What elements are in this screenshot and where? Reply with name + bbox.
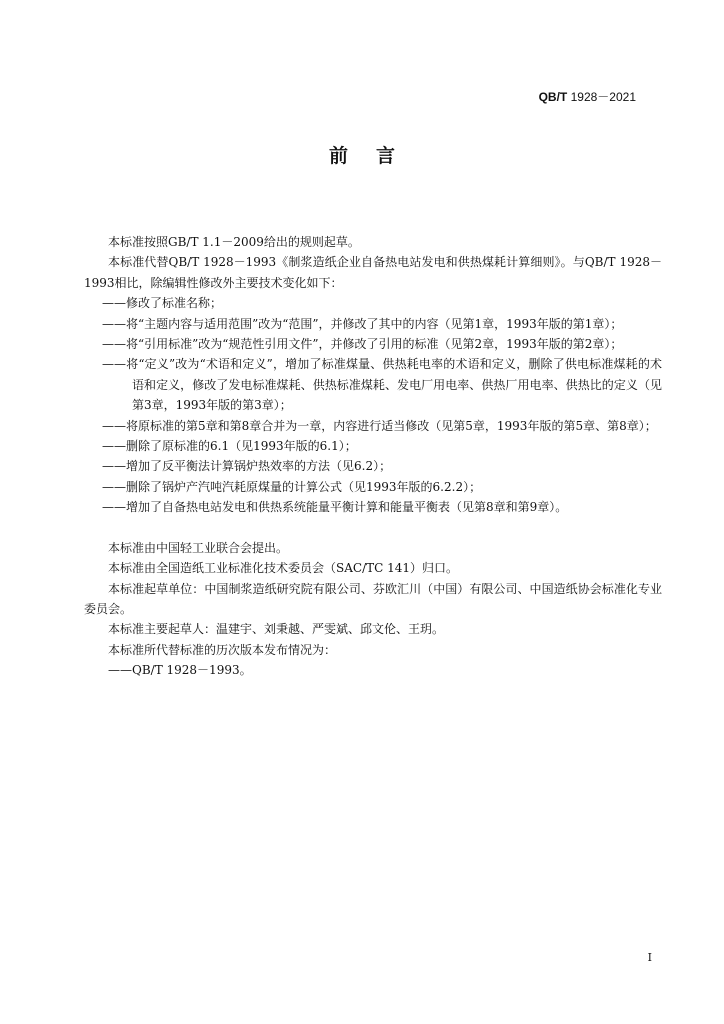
- change-item: ——删除了锅炉产汽吨汽耗原煤量的计算公式（见1993年版的6.2.2）；: [102, 479, 482, 494]
- document-body: [84, 232, 662, 681]
- intro-paragraph: 本标准代替QB/T 1928－1993《制浆造纸企业自备热电站发电和供热煤耗计算细则》。与QB/T 1928－1993相比，除编辑性修改外主要技术变化如下：: [84, 255, 662, 290]
- footer-paragraph: 本标准主要起草人：温建宇、刘秉越、严雯斌、邱文伦、王玥。: [108, 622, 445, 637]
- change-item: ——增加了自备热电站发电和供热系统能量平衡计算和能量平衡表（见第8章和第9章）。: [102, 500, 568, 515]
- page-title: 前言: [328, 145, 423, 167]
- page-number: I: [647, 951, 652, 964]
- change-item: ——将“引用标准”改为“规范性引用文件”，并修改了引用的标准（见第2章，1993年版的第2章）；: [102, 337, 623, 352]
- footer-paragraph: 本标准由全国造纸工业标准化技术委员会（SAC/TC 141）归口。: [108, 561, 459, 576]
- standard-code-prefix: QB/T: [538, 90, 568, 104]
- change-item: ——将“主题内容与适用范围”改为“范围”，并修改了其中的内容（见第1章，1993年版的第1章）；: [102, 316, 623, 331]
- footer-paragraph: 本标准起草单位：中国制浆造纸研究院有限公司、芬欧汇川（中国）有限公司、中国造纸协会标准化专业委员会。: [84, 581, 662, 616]
- standard-code-number: 1928－2021: [567, 90, 636, 104]
- change-item: ——增加了反平衡法计算锅炉热效率的方法（见6.2）；: [102, 459, 392, 474]
- change-item: ——修改了标准名称；: [102, 296, 223, 311]
- change-item: ——将“定义”改为“术语和定义”，增加了标准煤量、供热耗电率的术语和定义，删除了供电标准煤耗的术语和定义，修改了发电标准煤耗、供热标准煤耗、发电厂用电率、供热厂用电率、供热比的定义（见第3章，1993年版的第3章）；: [102, 357, 662, 413]
- intro-paragraph: 本标准按照GB/T 1.1－2009给出的规则起草。: [108, 235, 360, 249]
- history-item: ——QB/T 1928－1993。: [108, 663, 252, 678]
- standard-code: [539, 88, 636, 105]
- section-gap: [84, 518, 662, 538]
- footer-paragraph: 本标准由中国轻工业联合会提出。: [108, 540, 289, 555]
- footer-paragraph: 本标准所代替标准的历次版本发布情况为：: [108, 642, 337, 657]
- change-item: ——将原标准的第5章和第8章合并为一章，内容进行适当修改（见第5章，1993年版的第5章、第8章）；: [102, 418, 657, 433]
- change-item: ——删除了原标准的6.1（见1993年版的6.1）；: [102, 439, 357, 454]
